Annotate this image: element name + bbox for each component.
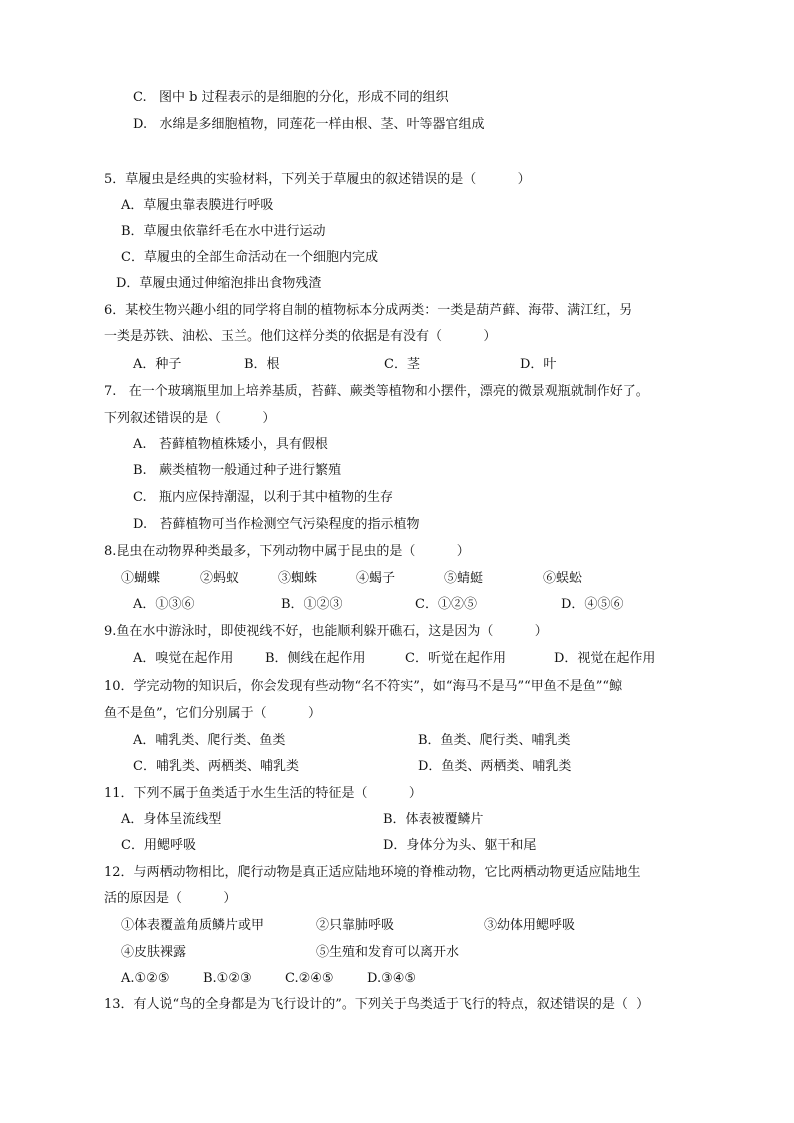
q9-option-b: B．侧线在起作用 (265, 651, 366, 666)
q7-option-b: B. 蕨类植物一般通过种子进行繁殖 (133, 463, 342, 478)
q8-animal-5: ⑤蜻蜓 (444, 571, 484, 586)
q6-option-b: B．根 (244, 357, 280, 372)
q12-stem-line1: 12．与两栖动物相比，爬行动物是真正适应陆地环境的脊椎动物，它比两栖动物更适应陆地生 (104, 865, 641, 880)
q8-animal-4: ④蝎子 (356, 571, 396, 586)
q11-option-a: A．身体呈流线型 (121, 812, 222, 827)
q12-option-b: B.①②③ (203, 971, 252, 986)
q6-option-d: D．叶 (520, 357, 557, 372)
q13-stem: 13．有人说“鸟的全身都是为飞行设计的”。下列关于鸟类适于飞行的特点，叙述错误的是（ ） (104, 997, 650, 1012)
q12-option-c: C.②④⑤ (285, 971, 334, 986)
q12-option-a: A.①②⑤ (121, 971, 170, 986)
q5-stem: 5．草履虫是经典的实验材料，下列关于草履虫的叙述错误的是（ ） (104, 172, 531, 187)
q6-stem-line1: 6．某校生物兴趣小组的同学将自制的植物标本分成两类：一类是葫芦藓、海带、满江红，另 (104, 303, 633, 318)
q8-animal-1: ①蝴蝶 (121, 571, 161, 586)
q6-stem-line2: 一类是苏铁、油松、玉兰。他们这样分类的依据是有没有（ ） (104, 329, 497, 344)
q6-option-c: C．茎 (384, 357, 420, 372)
q8-animal-6: ⑥蜈蚣 (543, 571, 583, 586)
q9-option-d: D．视觉在起作用 (554, 651, 656, 666)
q10-option-c: C．哺乳类、两栖类、哺乳类 (133, 759, 299, 774)
q8-option-b: B．①②③ (281, 597, 343, 612)
q8-stem: 8.昆虫在动物界种类最多，下列动物中属于昆虫的是（ ） (104, 544, 470, 559)
q4-option-c: C. 图中 b 过程表示的是细胞的分化，形成不同的组织 (133, 90, 449, 105)
q10-option-d: D．鱼类、两栖类、哺乳类 (418, 759, 572, 774)
q4-option-d: D. 水绵是多细胞植物，同莲花一样由根、茎、叶等器官组成 (133, 117, 485, 132)
q8-option-d: D．④⑤⑥ (561, 597, 624, 612)
q7-stem-line2: 下列叙述错误的是（ ） (104, 411, 276, 426)
q11-option-b: B．体表被覆鳞片 (383, 812, 484, 827)
q5-option-b: B．草履虫依靠纤毛在水中进行运动 (121, 224, 326, 239)
q10-stem-line2: 鱼不是鱼”，它们分别属于（ ） (104, 706, 321, 721)
q11-option-c: C．用鳃呼吸 (121, 838, 196, 853)
q12-option-d: D.③④⑤ (367, 971, 417, 986)
q8-option-a: A．①③⑥ (133, 597, 195, 612)
q8-option-c: C．①②⑤ (415, 597, 477, 612)
q8-animal-3: ③蜘蛛 (278, 571, 318, 586)
q5-option-a: A．草履虫靠表膜进行呼吸 (121, 198, 274, 213)
q9-stem: 9.鱼在水中游泳时，即使视线不好，也能顺利躲开礁石，这是因为（ ） (104, 624, 548, 639)
q5-option-d: D．草履虫通过伸缩泡排出食物残渣 (116, 276, 322, 291)
q7-option-a: A. 苔藓植物植株矮小，具有假根 (133, 437, 328, 452)
q9-option-a: A．嗅觉在起作用 (133, 651, 234, 666)
q7-option-c: C. 瓶内应保持潮湿，以利于其中植物的生存 (133, 490, 394, 505)
q12-item-1: ①体表覆盖角质鳞片或甲 (121, 918, 265, 933)
q11-option-d: D．身体分为头、躯干和尾 (383, 838, 537, 853)
q12-item-3: ③幼体用鳃呼吸 (484, 918, 576, 933)
q7-stem-line1: 7. 在一个玻璃瓶里加上培养基质，苔藓、蕨类等植物和小摆件，漂亮的微景观瓶就制作好了。 (104, 384, 649, 399)
q6-option-a: A．种子 (133, 357, 182, 372)
q12-item-5: ⑤生殖和发育可以离开水 (316, 945, 460, 960)
q12-item-4: ④皮肤裸露 (121, 945, 187, 960)
q9-option-c: C．听觉在起作用 (405, 651, 506, 666)
q11-stem: 11．下列不属于鱼类适于水生生活的特征是（ ） (104, 786, 422, 801)
q5-option-c: C．草履虫的全部生命活动在一个细胞内完成 (121, 250, 378, 265)
q7-option-d: D. 苔藓植物可当作检测空气污染程度的指示植物 (133, 517, 420, 532)
q10-stem-line1: 10．学完动物的知识后，你会发现有些动物“名不符实”，如“海马不是马”“甲鱼不是鱼”“鲸 (104, 679, 623, 694)
q10-option-b: B．鱼类、爬行类、哺乳类 (418, 733, 571, 748)
q8-animal-2: ②蚂蚁 (200, 571, 240, 586)
q12-item-2: ②只靠肺呼吸 (316, 918, 395, 933)
q10-option-a: A．哺乳类、爬行类、鱼类 (133, 733, 286, 748)
q12-stem-line2: 活的原因是（ ） (104, 891, 237, 906)
